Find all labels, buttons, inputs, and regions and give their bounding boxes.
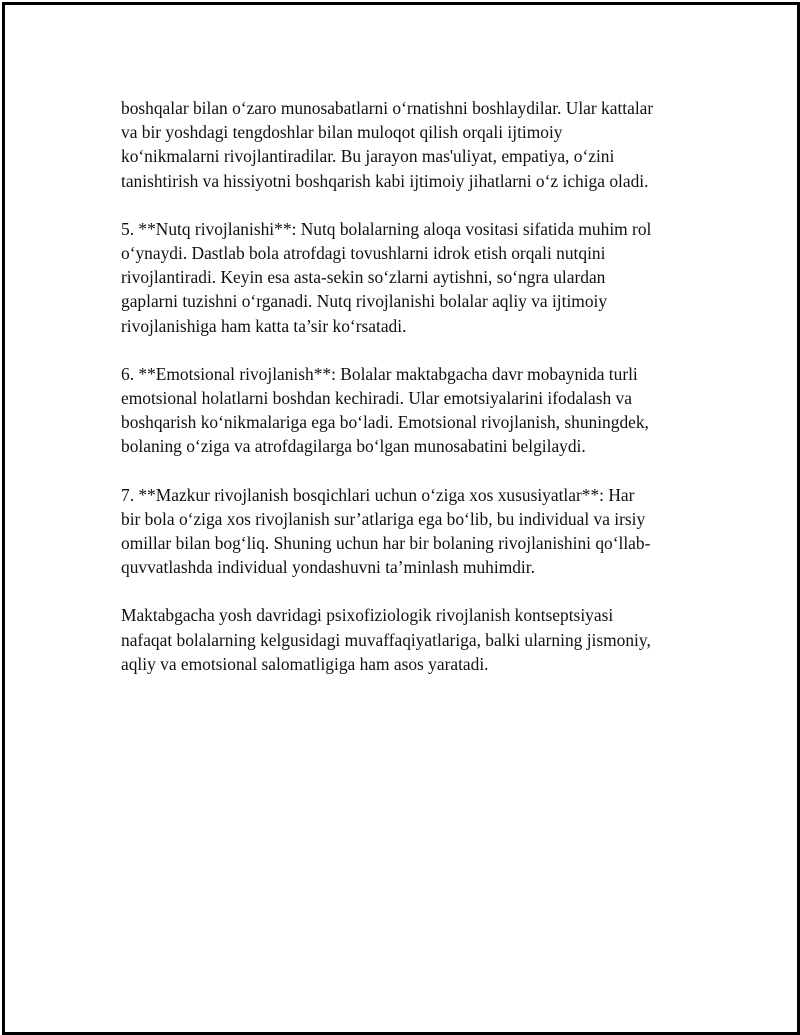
paragraph-stage-features: 7. **Mazkur rivojlanish bosqichlari uchun o‘ziga xos xususiyatlar**: Har bir bola o‘ziga xos rivojlanish sur’atlariga ega bo‘lib, bu individual va irsiy omillar bilan bog‘liq. Shuning uchun har bir bolaning rivojlanishini qo‘llab- quvvatlashda individual yondashuvni ta’minlash muhimdir. — [121, 484, 651, 578]
paragraph-conclusion: Maktabgacha yosh davridagi psixofiziologik rivojlanish kontseptsiyasi nafaqat bolalarning kelgusidagi muvaffaqiyatlariga, balki ularning jismoniy, aqliy va emotsional salomatligiga ham asos yaratadi. — [121, 605, 651, 674]
page-frame — [2, 2, 800, 1035]
page-body — [121, 96, 701, 700]
paragraph-social-development: boshqalar bilan o‘zaro munosabatlarni o‘rnatishni boshlaydilar. Ular kattalar va bir yoshdagi tengdoshlar bilan muloqot qilish orqali ijtimoiy ko‘nikmalarni rivojlantiradilar. Bu jarayon mas'uliyat, empatiya, o‘zini tanishtirish va hissiyotni boshqarish kabi ijtimoiy jihatlarni o‘z ichiga oladi. — [121, 98, 654, 191]
paragraph-speech-development: 5. **Nutq rivojlanishi**: Nutq bolalarning aloqa vositasi sifatida muhim rol o‘ynaydi. Dastlab bola atrofdagi tovushlarni idrok etish orqali nutqini rivojlantiradi. Keyin esa asta-sekin so‘zlarni aytishni, so‘ngra ulardan gaplarni tuzishni o‘rganadi. Nutq rivojlanishi bolalar aqliy va ijtimoiy rivojlanishiga ham katta ta’sir ko‘rsatadi. — [121, 218, 652, 336]
paragraph-emotional-development: 6. **Emotsional rivojlanish**: Bolalar maktabgacha davr mobaynida turli emotsional holatlarni boshdan kechiradi. Ular emotsiyalarini ifodalash va boshqarish ko‘nikmalariga ega bo‘ladi. Emotsional rivojlanish, shuningdek, bolaning o‘ziga va atrofdagilarga bo‘lgan munosabatini belgilaydi. — [121, 363, 649, 457]
